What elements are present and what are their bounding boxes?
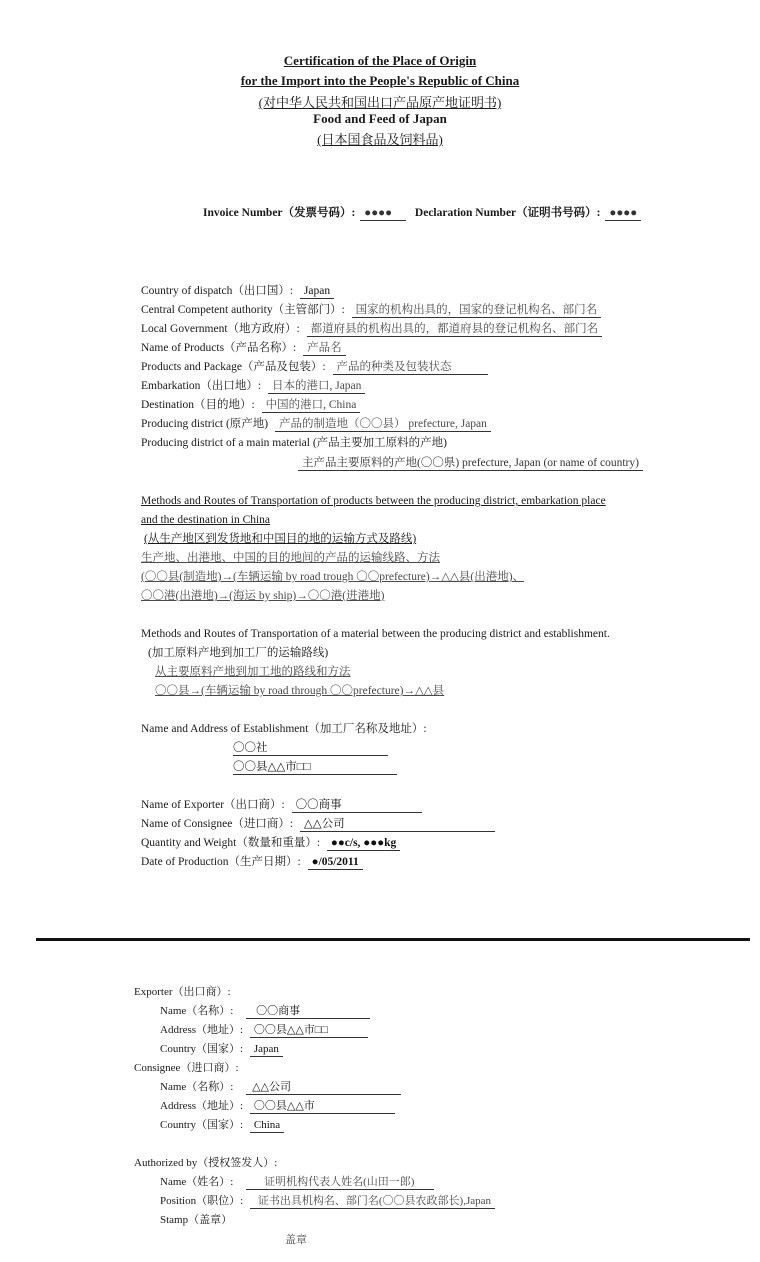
authorized-heading: Authorized by（授权签发人）:	[134, 1157, 278, 1169]
lower-exporter-address: 〇〇县△△市□□	[250, 1023, 368, 1038]
lower-exporter-address-row	[160, 1023, 368, 1038]
establishment-address-row	[233, 760, 397, 775]
title-zh: (对中华人民共和国出口产品原产地证明书)	[258, 95, 502, 110]
date-value: ●/05/2011	[308, 855, 363, 870]
auth-position-label: Position（职位）:	[160, 1195, 244, 1207]
field-value: 日本的港口, Japan	[268, 379, 365, 394]
field-value: 产品名	[303, 341, 346, 356]
field-label: Products and Package（产品及包装）:	[141, 361, 326, 373]
stamp-label: Stamp（盖章）	[160, 1214, 233, 1226]
field-row	[141, 322, 602, 337]
lower-consignee-address-row	[160, 1099, 395, 1114]
field-label: Central Competent authority（主管部门）:	[141, 304, 345, 316]
field-value: 产品的制造地（〇〇县） prefecture, Japan	[275, 417, 491, 432]
invoice-label: Invoice Number（发票号码）:	[203, 207, 356, 219]
transport-products-heading-zh: (从生产地区到发货地和中国目的地的运输方式及路线)	[144, 533, 417, 545]
lower-exporter-country: Japan	[250, 1042, 283, 1057]
field-row	[141, 360, 488, 375]
invoice-value: ●●●●	[360, 206, 406, 221]
declaration-label: Declaration Number（证明书号码）:	[414, 207, 601, 219]
section-divider	[36, 938, 750, 941]
stamp-value: 盖章	[285, 1234, 307, 1246]
transport-products-line-1: 生产地、出港地、中国的目的地间的产品的运输线路、方法	[141, 552, 440, 564]
exporter-value: 〇〇商事	[292, 798, 422, 813]
exporter-label: Name of Exporter（出口商）:	[141, 799, 285, 811]
lower-exporter-country-row	[160, 1042, 283, 1057]
title-line-2: for the Import into the People's Republic of China	[240, 73, 520, 88]
lower-consignee-name-label: Name（名称）:	[160, 1081, 234, 1093]
lower-exporter-name-label: Name（名称）:	[160, 1005, 234, 1017]
subtitle: Food and Feed of Japan	[313, 111, 447, 126]
main-material-value: 主产品主要原料的产地(〇〇県) prefecture, Japan (or name of country)	[298, 456, 643, 471]
transport-material-line-1: 从主要原料产地到加工地的路线和方法	[155, 666, 351, 678]
lower-exporter-heading: Exporter（出口商）:	[134, 986, 231, 998]
consignee-row	[141, 817, 495, 832]
auth-name-row	[160, 1175, 434, 1190]
transport-products-line-2: (〇〇县(制造地)→(车辆运输 by road trough 〇〇prefecture)→△△县(出港地)、	[141, 571, 525, 583]
lower-exporter-name: 〇〇商事	[246, 1004, 370, 1019]
field-row	[141, 436, 447, 450]
exporter-row	[141, 798, 422, 813]
lower-consignee-heading: Consignee（进口商）:	[134, 1062, 239, 1074]
date-row	[141, 855, 363, 870]
field-label: Destination（目的地）:	[141, 399, 255, 411]
field-label: Local Government（地方政府）:	[141, 323, 300, 335]
auth-name: 证明机构代表人姓名(山田一郎)	[246, 1175, 434, 1190]
field-row	[141, 303, 601, 318]
lower-exporter-name-row	[160, 1004, 370, 1019]
auth-position-row	[160, 1194, 495, 1209]
establishment-name: 〇〇社	[233, 741, 388, 756]
field-label: Name of Products（产品名称）:	[141, 342, 297, 354]
transport-products-heading-1: Methods and Routes of Transportation of products between the producing district, embarkation place	[141, 495, 606, 507]
lower-consignee-country: China	[250, 1118, 284, 1133]
field-row	[141, 341, 346, 356]
field-label: Embarkation（出口地）:	[141, 380, 262, 392]
consignee-label: Name of Consignee（进口商）:	[141, 818, 294, 830]
field-value: 中国的港口, China	[262, 398, 361, 413]
transport-material-heading-zh: (加工原料产地到加工厂的运输路线)	[148, 647, 329, 659]
transport-products-line-3: 〇〇港(出港地)→(海运 by ship)→〇〇港(进港地)	[141, 590, 385, 602]
consignee-value: △△公司	[300, 817, 495, 832]
lower-consignee-name-row	[160, 1080, 401, 1095]
transport-products-heading-2: and the destination in China	[141, 514, 271, 526]
title-line-1: Certification of the Place of Origin	[283, 53, 477, 68]
quantity-row	[141, 836, 400, 851]
establishment-name-row	[233, 741, 388, 756]
subtitle-zh: (日本国食品及饲料品)	[317, 132, 443, 147]
quantity-label: Quantity and Weight（数量和重量）:	[141, 837, 321, 849]
date-label: Date of Production（生产日期）:	[141, 856, 301, 868]
lower-consignee-address-label: Address（地址）:	[160, 1100, 244, 1112]
field-row	[141, 284, 334, 299]
field-row	[141, 379, 365, 394]
establishment-label: Name and Address of Establishment（加工厂名称及地址）:	[141, 723, 427, 735]
field-label: Producing district of a main material (产品主要加工原料的产地)	[141, 437, 447, 449]
transport-material-heading: Methods and Routes of Transportation of a material between the producing district and establishment.	[141, 628, 610, 640]
field-value: 国家的机构出具的，国家的登记机构名、部门名	[352, 303, 602, 318]
invoice-number-row	[203, 206, 641, 221]
lower-consignee-name: △△公司	[246, 1080, 401, 1095]
lower-consignee-country-row	[160, 1118, 284, 1133]
quantity-value: ●●c/s, ●●●kg	[327, 836, 400, 851]
field-row	[141, 398, 360, 413]
main-material-value-row	[298, 456, 643, 471]
establishment-address: 〇〇县△△市□□	[233, 760, 397, 775]
lower-consignee-country-label: Country（国家）:	[160, 1119, 244, 1131]
lower-exporter-country-label: Country（国家）:	[160, 1043, 244, 1055]
transport-material-line-2: 〇〇县→(车辆运输 by road through 〇〇prefecture)→△△县	[155, 685, 445, 697]
field-row	[141, 417, 491, 432]
lower-consignee-address: 〇〇县△△市	[250, 1099, 395, 1114]
field-value: 产品的种类及包装状态	[333, 360, 488, 375]
auth-name-label: Name（姓名）:	[160, 1176, 234, 1188]
field-value: Japan	[300, 284, 334, 299]
field-label: Country of dispatch（出口国）:	[141, 285, 294, 297]
auth-position: 证书出具机构名、部门名(〇〇县农政部长),Japan	[250, 1194, 495, 1209]
declaration-value: ●●●●	[605, 206, 641, 221]
field-label: Producing district (原产地)	[141, 418, 269, 430]
field-value: 都道府县的机构出具的，都道府县的登记机构名、部门名	[307, 322, 603, 337]
lower-exporter-address-label: Address（地址）:	[160, 1024, 244, 1036]
